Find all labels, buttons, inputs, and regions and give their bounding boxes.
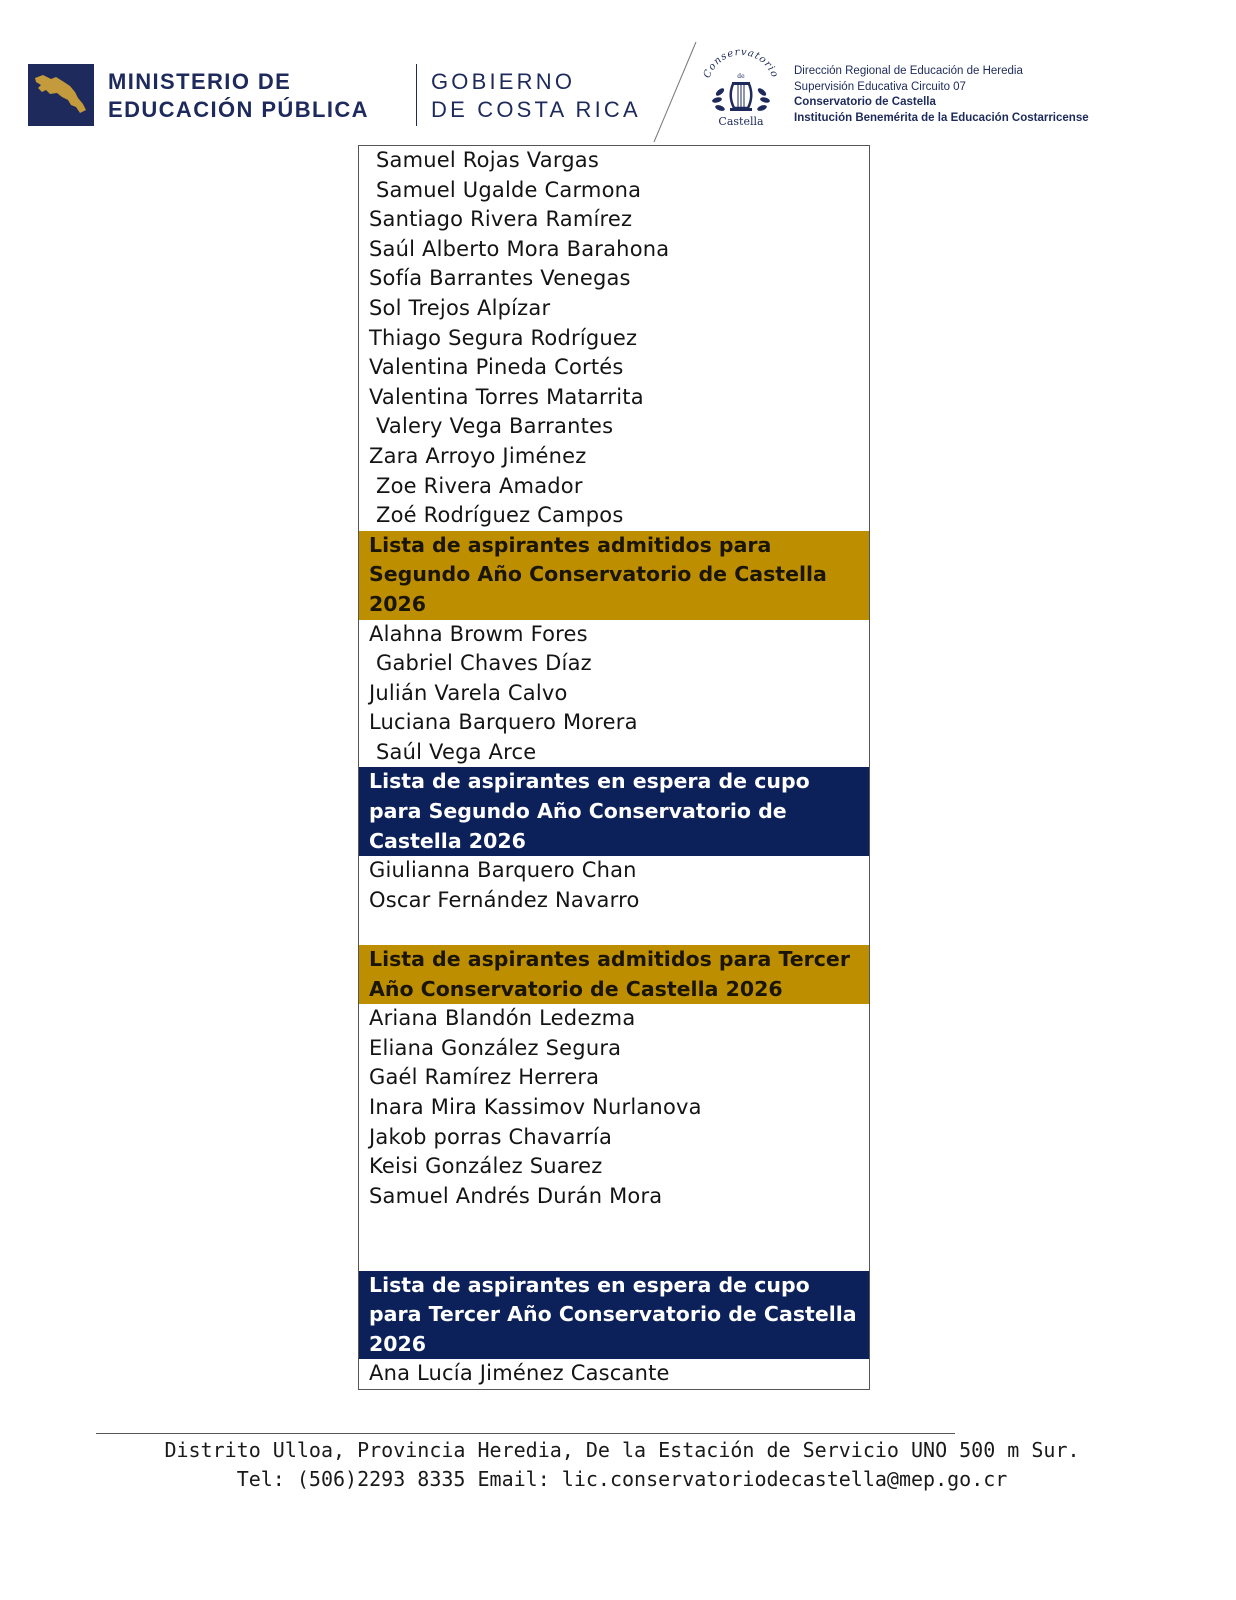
- institution-info: [794, 64, 1089, 126]
- list-item: Sol Trejos Alpízar: [369, 295, 551, 320]
- list-item: Eliana González Segura: [369, 1035, 622, 1060]
- blank-row: [369, 915, 861, 945]
- costa-rica-map-icon: [28, 64, 94, 126]
- list-item: Keisi González Suarez: [369, 1154, 603, 1179]
- list-item: Saúl Vega Arce: [376, 739, 537, 764]
- list-item: Samuel Andrés Durán Mora: [369, 1183, 663, 1208]
- government-line-1: GOBIERNO: [431, 69, 576, 94]
- government-line-2: DE COSTA RICA: [431, 97, 641, 122]
- ministry-line-2: EDUCACIÓN PÚBLICA: [108, 97, 369, 122]
- info-line-1: Dirección Regional de Educación de Heredia: [794, 65, 1023, 77]
- list-item: Valentina Pineda Cortés: [369, 355, 624, 380]
- info-line-4: Institución Benemérita de la Educación Costarricense: [794, 111, 1089, 124]
- info-line-3: Conservatorio de Castella: [794, 96, 936, 108]
- government-name: [431, 68, 641, 124]
- seal-bottom-text: Castella: [718, 115, 764, 128]
- info-line-2: Supervisión Educativa Circuito 07: [794, 80, 966, 93]
- seal-middle-text: de: [737, 73, 745, 80]
- diagonal-divider: [650, 40, 700, 144]
- list-item: Alahna Browm Fores: [369, 621, 588, 646]
- list-item: Valery Vega Barrantes: [376, 414, 614, 439]
- footer-divider: [96, 1433, 955, 1434]
- list-item: Santiago Rivera Ramírez: [369, 207, 633, 232]
- list-item: Oscar Fernández Navarro: [369, 887, 640, 912]
- list-item: Samuel Rojas Vargas: [376, 148, 600, 172]
- list-item: Ariana Blandón Ledezma: [369, 1006, 636, 1031]
- list-item: Zara Arroyo Jiménez: [369, 443, 587, 468]
- ministry-name: [108, 68, 369, 124]
- seal-top-text: Conservatorio: [701, 48, 781, 80]
- list-item: Saúl Alberto Mora Barahona: [369, 236, 670, 261]
- second-year-admitted-list: [359, 620, 869, 768]
- aspirants-table: [358, 145, 870, 1390]
- list-item: Ana Lucía Jiménez Cascante: [369, 1361, 670, 1386]
- footer: [0, 1436, 1236, 1494]
- ministry-line-1: MINISTERIO DE: [108, 69, 292, 94]
- list-item: Gabriel Chaves Díaz: [376, 651, 592, 676]
- blank-row: [369, 1241, 861, 1271]
- first-year-list-continued: [359, 146, 869, 531]
- footer-contact: Tel: (506)2293 8335 Email: lic.conservatoriodecastella@mep.go.cr: [236, 1467, 1008, 1491]
- header-divider: [416, 64, 417, 126]
- second-year-waiting-list: [359, 856, 869, 945]
- third-year-admitted-list: [359, 1004, 869, 1270]
- list-item: Zoé Rodríguez Campos: [376, 503, 624, 528]
- list-item: Samuel Ugalde Carmona: [376, 177, 642, 202]
- list-item: Julián Varela Calvo: [369, 680, 568, 705]
- list-item: Thiago Segura Rodríguez: [369, 325, 638, 350]
- list-item: Sofía Barrantes Venegas: [369, 266, 631, 291]
- third-year-waiting-list: [359, 1359, 869, 1389]
- blank-row: [369, 1211, 861, 1241]
- section-header-second-year-admitted: Lista de aspirantes admitidos para Segundo Año Conservatorio de Castella 2026: [359, 531, 869, 620]
- list-item: Giulianna Barquero Chan: [369, 858, 637, 883]
- list-item: Gaél Ramírez Herrera: [369, 1065, 600, 1090]
- list-item: Inara Mira Kassimov Nurlanova: [369, 1095, 702, 1119]
- list-item: Luciana Barquero Morera: [369, 710, 638, 735]
- section-header-third-year-admitted: Lista de aspirantes admitidos para Tercer Año Conservatorio de Castella 2026: [359, 945, 869, 1004]
- footer-address: Distrito Ulloa, Provincia Heredia, De la Estación de Servicio UNO 500 m Sur.: [164, 1438, 1080, 1462]
- list-item: Jakob porras Chavarría: [369, 1124, 613, 1149]
- list-item: Valentina Torres Matarrita: [369, 384, 644, 409]
- list-item: Zoe Rivera Amador: [376, 473, 583, 498]
- section-header-third-year-waiting: Lista de aspirantes en espera de cupo para Tercer Año Conservatorio de Castella 2026: [359, 1271, 869, 1360]
- letterhead: [0, 0, 1236, 140]
- section-header-second-year-waiting: Lista de aspirantes en espera de cupo para Segundo Año Conservatorio de Castella 2026: [359, 767, 869, 856]
- conservatorio-seal-icon: [700, 48, 782, 128]
